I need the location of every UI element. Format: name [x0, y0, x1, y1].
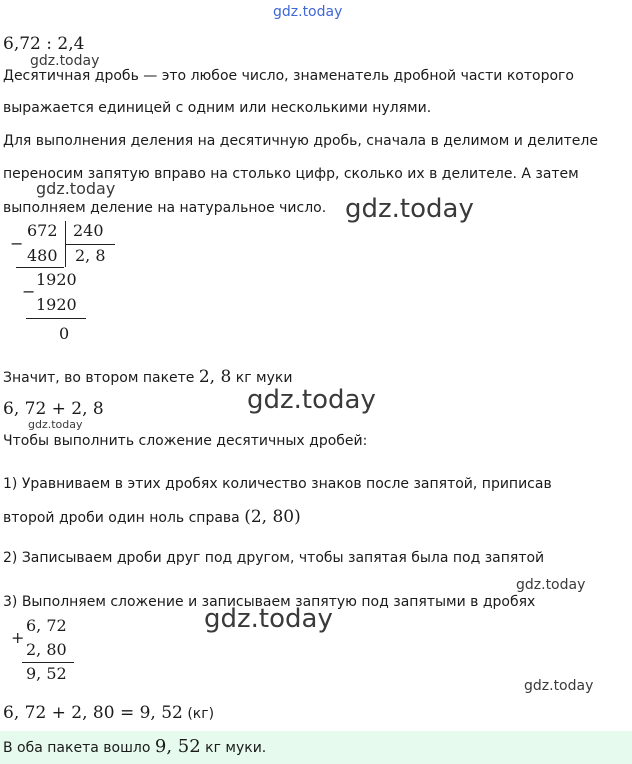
watermark-small-1: gdz.today [30, 53, 100, 69]
addition-expression: 6, 72 + 2, 8 [3, 399, 104, 419]
divisor-underline [65, 244, 115, 245]
answer-box [0, 731, 632, 764]
rule-line-2: переносим запятую вправо на столько цифр, сколько их в делителе. А затем [3, 166, 579, 182]
watermark-medium-1: gdz.today [36, 179, 116, 198]
step-1-text: второй дроби один ноль справа [3, 510, 245, 526]
watermark-large-2: gdz.today [247, 385, 376, 415]
quotient: 2, 8 [75, 246, 106, 265]
step-2: 2) Записываем дроби друг под другом, чтобы запятая была под запятой [3, 550, 545, 566]
conclusion-1-value: 2, 8 [198, 367, 232, 387]
answer-value: 9, 52 [154, 736, 201, 757]
subtrahend-2: 1920 [36, 295, 77, 314]
rule-line-1: Для выполнения деления на десятичную дробь, сначала в делимом и делителе [3, 133, 598, 149]
answer-text-before: В оба пакета вошло [3, 740, 155, 756]
addend-2: 2, 80 [26, 640, 67, 659]
definition-line-1: Десятичная дробь — это любое число, знаменатель дробной части которого [3, 68, 574, 84]
step-1-line-2 [3, 508, 301, 527]
rule-line-3: выполняем деление на натуральное число. [3, 200, 327, 216]
final-remainder: 0 [59, 324, 70, 343]
step-1-line-1: 1) Уравниваем в этих дробях количество знаков после запятой, приписав [3, 476, 552, 492]
addition-intro: Чтобы выполнить сложение десятичных дробей: [3, 433, 368, 449]
watermark-large-1: gdz.today [345, 194, 474, 224]
answer-text-after: кг муки. [200, 740, 267, 756]
result-unit: (кг) [182, 706, 215, 722]
result-equation-math: 6, 72 + 2, 80 = 9, 52 [3, 703, 183, 723]
watermark-small-2: gdz.today [516, 577, 586, 593]
plus-sign: + [11, 628, 25, 647]
sum: 9, 52 [26, 664, 67, 683]
addition-line [22, 662, 74, 663]
result-equation [3, 704, 214, 723]
minus-sign-1: − [10, 234, 24, 253]
watermark-large-3: gdz.today [204, 604, 333, 634]
definition-line-2: выражается единицей с одним или несколькими нулями. [3, 100, 432, 116]
addend-1: 6, 72 [26, 616, 67, 635]
watermark-top: gdz.today [273, 4, 343, 20]
step-3: 3) Выполняем сложение и записываем запятую под запятыми в дробях [3, 594, 536, 610]
conclusion-1-text-after: кг муки [231, 370, 293, 386]
answer-text [3, 738, 266, 757]
step-1-value: (2, 80) [244, 507, 301, 527]
subtrahend-1: 480 [27, 246, 58, 265]
dividend: 672 [27, 221, 58, 240]
remainder-1: 1920 [36, 270, 77, 289]
minus-sign-2: − [22, 282, 36, 301]
watermark-small-3: gdz.today [524, 678, 594, 694]
subtraction-line-1 [16, 267, 64, 268]
division-expression: 6,72 : 2,4 [3, 34, 85, 54]
subtraction-line-2 [26, 318, 86, 319]
conclusion-1-text-before: Значит, во втором пакете [3, 370, 199, 386]
divisor: 240 [73, 221, 104, 240]
watermark-tiny-1: gdz.today [28, 418, 83, 431]
